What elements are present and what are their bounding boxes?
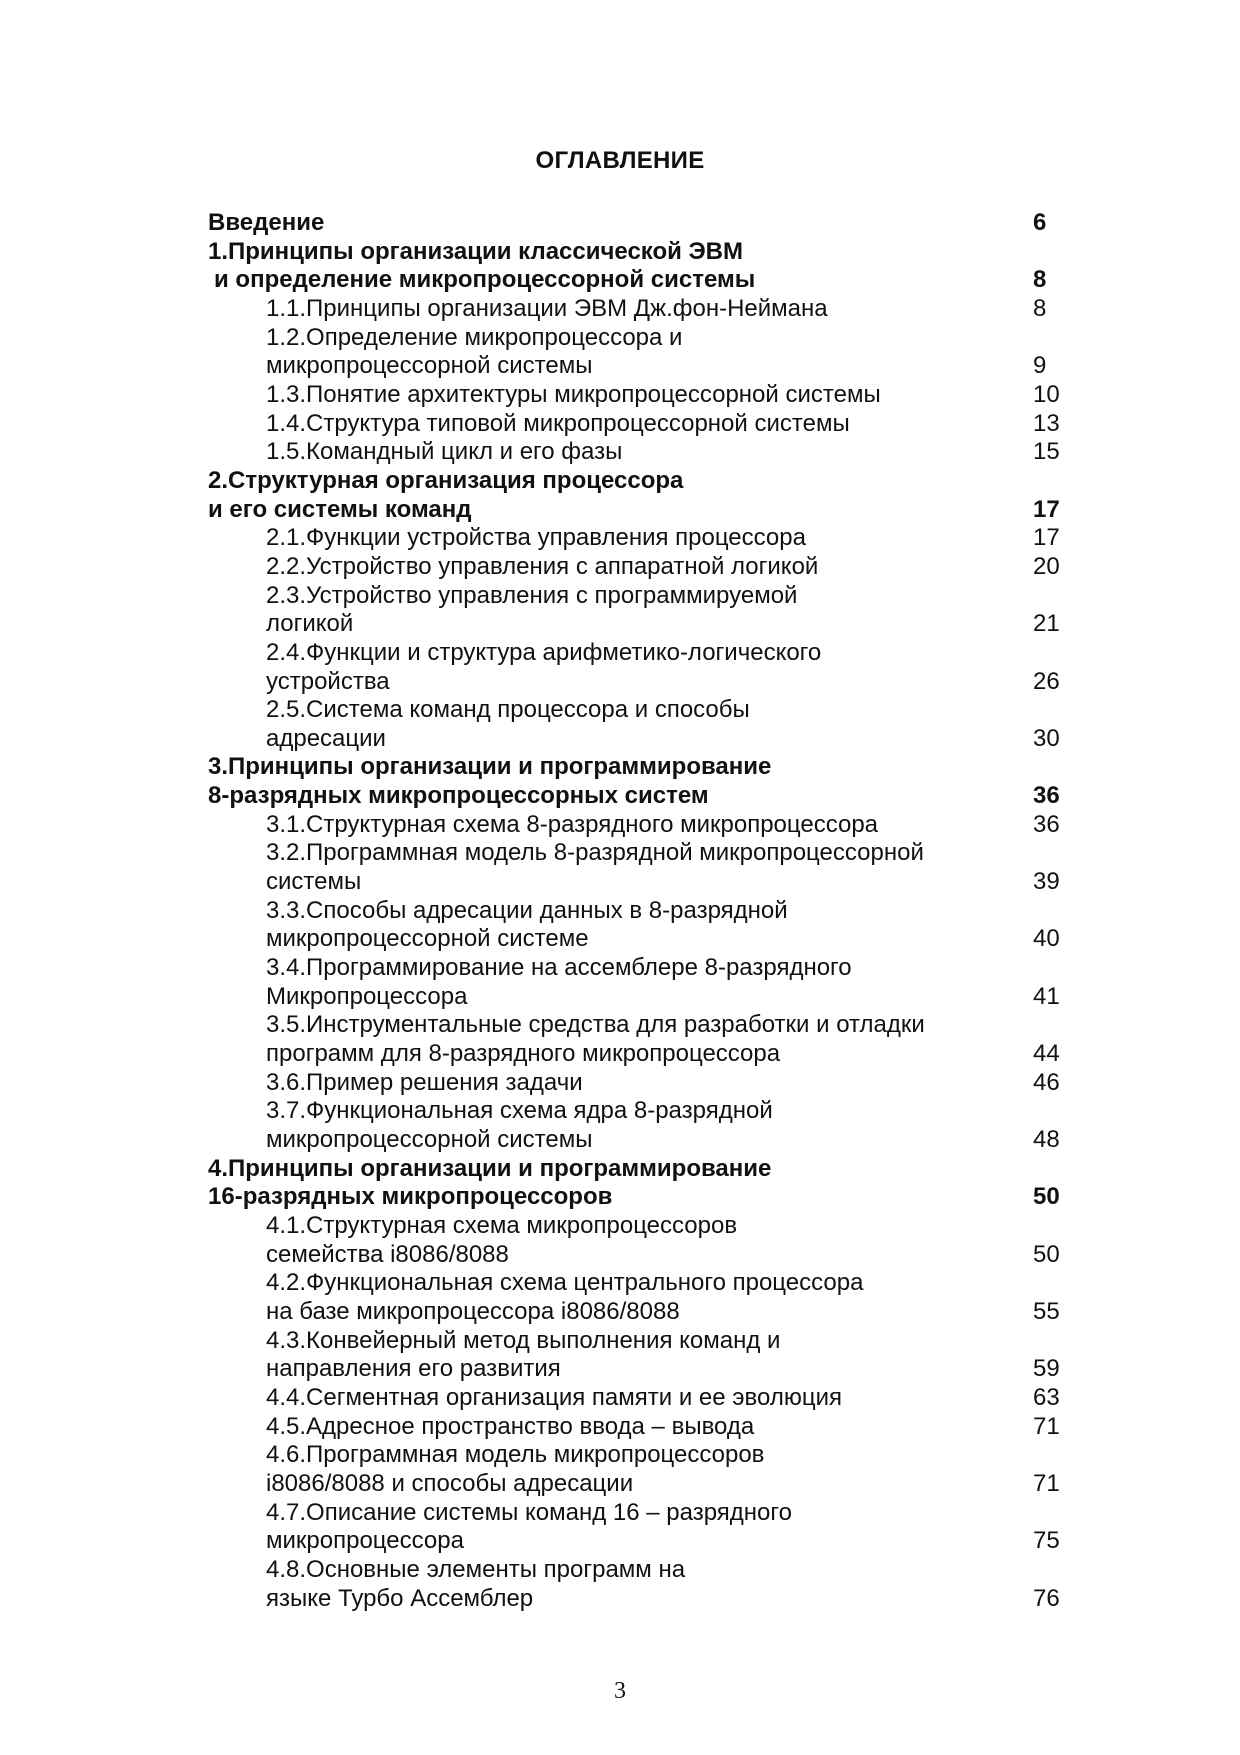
page-title: ОГЛАВЛЕНИЕ — [535, 147, 705, 174]
toc-entry-title: языке Турбо Ассемблер — [266, 1584, 534, 1612]
page-number: 3 — [614, 1678, 626, 1704]
toc-entry-page: 17 — [1033, 524, 1060, 552]
toc-entry-title: 4.2.Функциональная схема центрального процессора — [266, 1269, 864, 1297]
toc-entry — [208, 925, 1058, 954]
toc-entry-page: 36 — [1033, 810, 1060, 838]
toc-entry — [208, 668, 1058, 697]
toc-entry-title: 3.Принципы организации и программирование — [208, 753, 772, 781]
toc-entry-title: 1.3.Понятие архитектуры микропроцессорной системы — [266, 380, 881, 408]
toc-entry-title: микропроцессорной системы — [266, 352, 593, 380]
toc-entry — [208, 381, 1058, 410]
toc-entry-title: микропроцессорной системе — [266, 925, 589, 953]
toc-entry-title: 3.6.Пример решения задачи — [266, 1068, 583, 1096]
toc-entry — [208, 1155, 1058, 1184]
toc-entry-page: 63 — [1033, 1383, 1060, 1411]
toc-entry — [208, 1069, 1058, 1098]
toc-entry-title: на базе микропроцессора i8086/8088 — [266, 1297, 680, 1325]
toc-entry — [208, 1327, 1058, 1356]
toc-entry-page: 20 — [1033, 552, 1060, 580]
table-of-contents — [208, 209, 1058, 1613]
toc-entry-page: 15 — [1033, 438, 1060, 466]
toc-entry — [208, 1212, 1058, 1241]
toc-entry-title: i8086/8088 и способы адресации — [266, 1469, 634, 1497]
toc-entry-title: и определение микропроцессорной системы — [214, 266, 756, 294]
toc-entry — [208, 954, 1058, 983]
toc-entry — [208, 352, 1058, 381]
toc-entry-title: 2.2.Устройство управления с аппаратной логикой — [266, 552, 819, 580]
toc-entry-page: 44 — [1033, 1040, 1060, 1068]
toc-entry — [208, 1384, 1058, 1413]
toc-entry-page: 71 — [1033, 1469, 1060, 1497]
toc-entry-page: 8 — [1033, 294, 1047, 322]
toc-entry-title: 16-разрядных микропроцессоров — [208, 1183, 613, 1211]
toc-entry-page: 6 — [1033, 209, 1047, 236]
toc-entry-page: 46 — [1033, 1068, 1060, 1096]
toc-entry-page: 17 — [1033, 495, 1060, 523]
toc-entry-page: 55 — [1033, 1297, 1060, 1325]
toc-entry — [208, 839, 1058, 868]
toc-entry — [208, 1441, 1058, 1470]
toc-entry-title: логикой — [266, 610, 354, 638]
toc-entry — [208, 295, 1058, 324]
toc-entry-title: 4.Принципы организации и программирование — [208, 1154, 772, 1182]
toc-entry-page: 9 — [1033, 352, 1047, 380]
toc-entry-title: и его системы команд — [208, 495, 472, 523]
toc-entry — [208, 1527, 1058, 1556]
toc-entry-title: 2.4.Функции и структура арифметико-логического — [266, 638, 822, 666]
toc-entry-title: 3.7.Функциональная схема ядра 8-разрядной — [266, 1097, 773, 1125]
toc-entry — [208, 1413, 1058, 1442]
toc-entry-title: 4.8.Основные элементы программ на — [266, 1555, 686, 1583]
toc-entry-title: 1.1.Принципы организации ЭВМ Дж.фон-Неймана — [266, 294, 828, 322]
toc-entry-title: Микропроцессора — [266, 982, 468, 1010]
toc-entry — [208, 1126, 1058, 1155]
toc-entry-title: 2.Структурная организация процессора — [208, 466, 684, 494]
toc-entry-title: микропроцессора — [266, 1527, 464, 1555]
toc-entry-title: адресации — [266, 724, 386, 752]
toc-entry — [208, 1040, 1058, 1069]
toc-entry — [208, 496, 1058, 525]
toc-entry-title: направления его развития — [266, 1355, 561, 1383]
toc-entry-title: Введение — [208, 209, 325, 236]
toc-entry — [208, 438, 1058, 467]
toc-entry-title: устройства — [266, 667, 390, 695]
toc-entry — [208, 1470, 1058, 1499]
toc-entry-page: 13 — [1033, 409, 1060, 437]
toc-entry-page: 50 — [1033, 1240, 1060, 1268]
toc-entry — [208, 1011, 1058, 1040]
toc-entry — [208, 209, 1058, 238]
toc-entry — [208, 1556, 1058, 1585]
toc-entry-title: 3.2.Программная модель 8-разрядной микропроцессорной — [266, 839, 924, 867]
toc-entry-page: 21 — [1033, 610, 1060, 638]
toc-entry-title: 3.5.Инструментальные средства для разработки и отладки — [266, 1011, 925, 1039]
toc-entry — [208, 582, 1058, 611]
toc-entry — [208, 639, 1058, 668]
toc-entry-title: 1.2.Определение микропроцессора и — [266, 323, 683, 351]
toc-entry — [208, 868, 1058, 897]
toc-entry-title: семейства i8086/8088 — [266, 1240, 509, 1268]
toc-entry-title: 2.3.Устройство управления с программируемой — [266, 581, 798, 609]
toc-entry-page: 41 — [1033, 982, 1060, 1010]
toc-entry-title: 1.4.Структура типовой микропроцессорной системы — [266, 409, 850, 437]
toc-entry-page: 40 — [1033, 925, 1060, 953]
toc-entry-page: 48 — [1033, 1126, 1060, 1153]
toc-entry-page: 30 — [1033, 724, 1060, 752]
toc-entry-page: 50 — [1033, 1183, 1060, 1211]
toc-entry — [208, 1241, 1058, 1270]
toc-entry-page: 71 — [1033, 1412, 1060, 1440]
toc-entry — [208, 782, 1058, 811]
toc-entry — [208, 753, 1058, 782]
toc-entry — [208, 266, 1058, 295]
toc-entry — [208, 1355, 1058, 1384]
toc-entry-page: 59 — [1033, 1355, 1060, 1383]
toc-entry — [208, 696, 1058, 725]
toc-entry-title: 4.3.Конвейерный метод выполнения команд и — [266, 1326, 781, 1354]
toc-entry — [208, 811, 1058, 840]
toc-entry-title: 3.1.Структурная схема 8-разрядного микропроцессора — [266, 810, 879, 838]
toc-entry — [208, 1183, 1058, 1212]
toc-entry — [208, 725, 1058, 754]
toc-entry-title: 8-разрядных микропроцессорных систем — [208, 782, 709, 810]
toc-entry-page: 8 — [1033, 266, 1047, 294]
toc-entry — [208, 238, 1058, 267]
toc-entry-title: 1.Принципы организации классической ЭВМ — [208, 237, 743, 265]
toc-entry — [208, 410, 1058, 439]
toc-entry-page: 39 — [1033, 868, 1060, 896]
toc-entry — [208, 467, 1058, 496]
toc-entry-title: 4.7.Описание системы команд 16 – разрядного — [266, 1498, 792, 1526]
toc-entry-title: 3.3.Способы адресации данных в 8-разрядной — [266, 896, 788, 924]
toc-entry-title: микропроцессорной системы — [266, 1126, 593, 1153]
toc-entry-page: 75 — [1033, 1527, 1060, 1555]
toc-entry-title: системы — [266, 868, 362, 896]
toc-entry — [208, 553, 1058, 582]
toc-entry-title: 1.5.Командный цикл и его фазы — [266, 438, 623, 466]
toc-entry — [208, 1585, 1058, 1614]
toc-entry-title: 4.1.Структурная схема микропроцессоров — [266, 1211, 738, 1239]
toc-entry-title: 4.6.Программная модель микропроцессоров — [266, 1441, 765, 1469]
toc-entry-title: программ для 8-разрядного микропроцессора — [266, 1040, 781, 1068]
toc-entry-title: 2.5.Система команд процессора и способы — [266, 696, 750, 724]
toc-entry-title: 4.5.Адресное пространство ввода – вывода — [266, 1412, 755, 1440]
toc-entry — [208, 983, 1058, 1012]
toc-entry-page: 36 — [1033, 782, 1060, 810]
toc-entry — [208, 524, 1058, 553]
toc-entry — [208, 1499, 1058, 1528]
toc-entry — [208, 1269, 1058, 1298]
toc-entry — [208, 610, 1058, 639]
toc-entry-title: 2.1.Функции устройства управления процессора — [266, 524, 806, 552]
toc-entry — [208, 897, 1058, 926]
toc-entry-title: 4.4.Сегментная организация памяти и ее эволюция — [266, 1383, 842, 1411]
toc-entry-page: 10 — [1033, 380, 1060, 408]
toc-entry — [208, 324, 1058, 353]
toc-entry — [208, 1097, 1058, 1126]
toc-entry-title: 3.4.Программирование на ассемблере 8-разрядного — [266, 954, 852, 982]
toc-entry-page: 26 — [1033, 667, 1060, 695]
toc-entry — [208, 1298, 1058, 1327]
toc-entry-page: 76 — [1033, 1584, 1060, 1612]
